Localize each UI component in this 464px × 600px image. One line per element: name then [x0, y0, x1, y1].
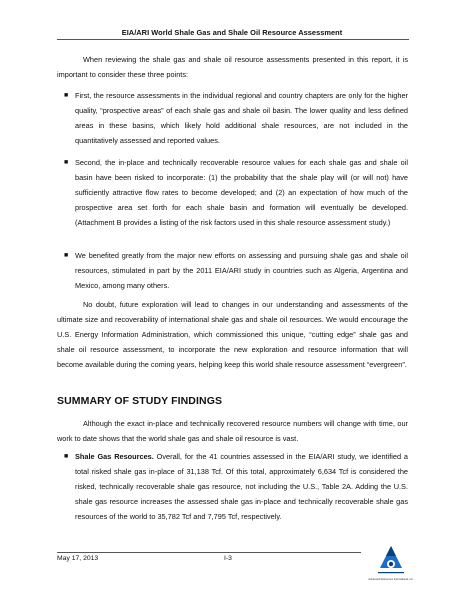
company-logo-icon	[372, 542, 410, 588]
list-item-text: Second, the in-place and technically recoverable resource values for each shale gas and shale oil basin have been risked to incorporate: (1) the probability that the shale play will (or will not) have sufficiently attractive flow rates to become developed; and (2) an expectation of how much of the prospective area set forth for each shale basin and formation will eventually be developed. (Attachment B provides a listing of the risk factors used in this shale resource assessment study.)	[75, 158, 408, 227]
section-heading: SUMMARY OF STUDY FINDINGS	[57, 395, 223, 407]
footer-date: May 17, 2013	[57, 555, 99, 562]
logo-caption: Advanced Resources International, Inc.	[368, 578, 414, 581]
list-item-text: We benefited greatly from the major new efforts on assessing and pursuing shale gas and shale oil resources, stimulated in part by the 2011 EIA/ARI study in countries such as Algeria, Argentina and Mexico, among many others.	[75, 251, 408, 290]
list-item	[64, 88, 408, 148]
page-header: EIA/ARI World Shale Gas and Shale Oil Resource Assessment	[121, 28, 343, 37]
page-number: I-3	[224, 555, 232, 562]
finding-text: Overall, for the 41 countries assessed in the EIA/ARI study, we identified a total risked shale gas in-place of 31,138 Tcf. Of this total, approximately 6,634 Tcf is considered the risked, technically recoverable shale gas resource, not including the U.S., Table 2A. Adding the U.S. shale gas resource increases the assessed shale gas in-place and technically recoverable shale gas resources of the world to 35,782 Tcf and 7,795 Tcf, respectively.	[75, 452, 408, 521]
footer-rule	[57, 552, 361, 553]
header-rule	[57, 39, 409, 40]
list-item	[64, 449, 408, 524]
bullet-icon: ■	[64, 453, 69, 460]
closing-paragraph: No doubt, future exploration will lead to changes in our understanding and assessments of the ultimate size and recoverability of international shale gas and shale oil resources. We would encourage the U.S. Energy Information Administration, which commissioned this unique, “cutting edge” shale gas and shale oil resource assessment, to incorporate the new exploration and resource information that will become available during the coming years, helping keep this world shale resource assessment “evergreen”.	[57, 300, 408, 369]
finding-lead: Shale Gas Resources.	[75, 452, 154, 461]
list-item-text	[75, 449, 408, 524]
list-item	[64, 248, 408, 293]
section-intro-paragraph: Although the exact in-place and technically recovered resource numbers will change with time, our work to date shows that the world shale gas and shale oil resource is vast.	[57, 419, 408, 443]
list-item	[64, 155, 408, 230]
list-item-text: First, the resource assessments in the individual regional and country chapters are only for the higher quality, “prospective areas” of each shale gas and shale oil basin. The lower quality and less defined areas in these basins, which likely hold additional shale resources, are not included in the quantitatively assessed and reported values.	[75, 91, 408, 145]
bullet-icon: ■	[64, 252, 69, 259]
bullet-icon: ■	[64, 92, 69, 99]
intro-paragraph: When reviewing the shale gas and shale oil resource assessments presented in this report, it is important to consider these three points:	[57, 55, 408, 79]
bullet-icon: ■	[64, 159, 69, 166]
